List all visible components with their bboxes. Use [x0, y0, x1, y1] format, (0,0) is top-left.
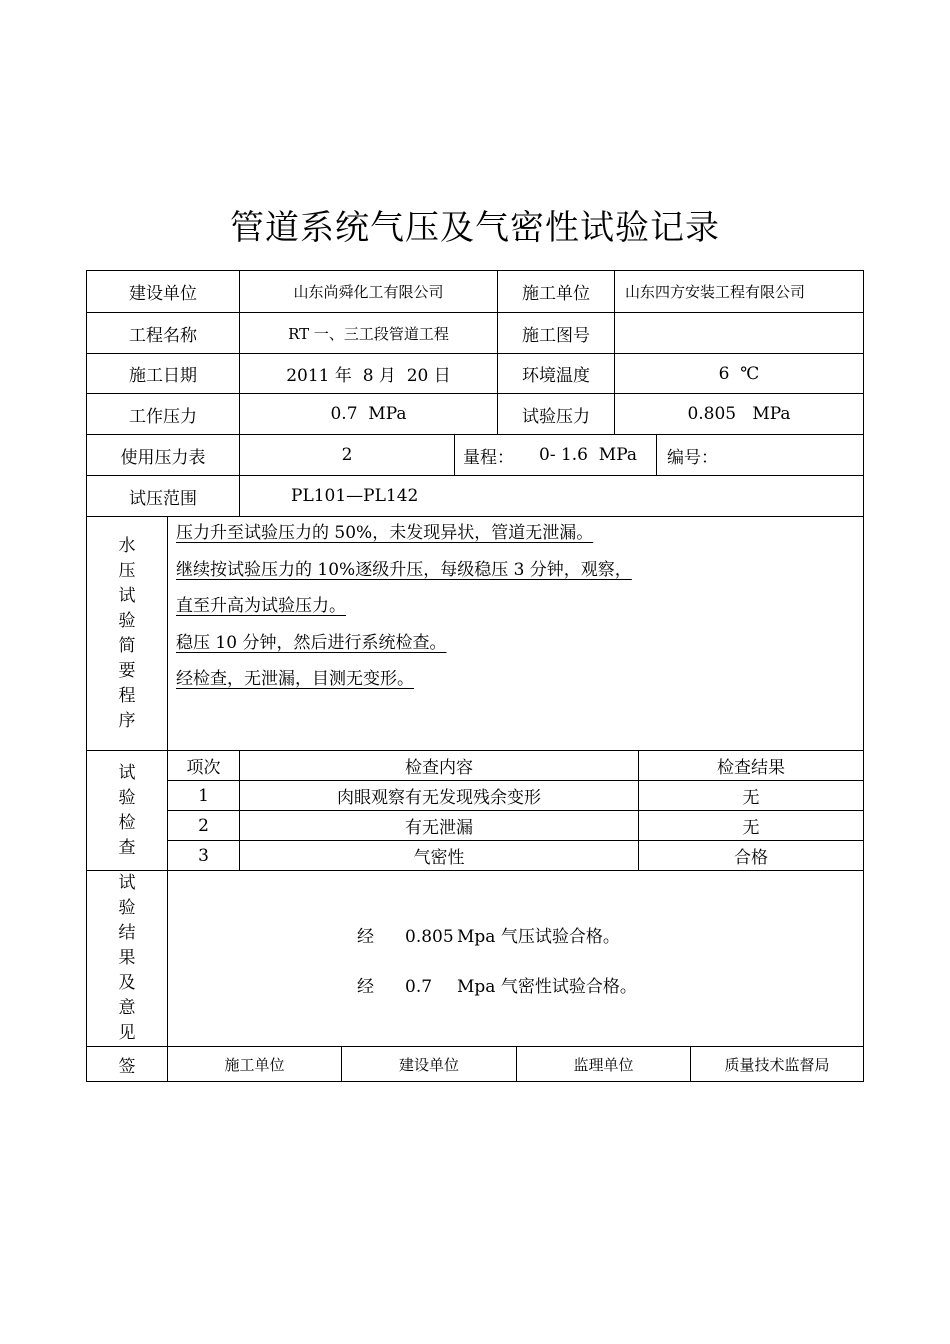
procedure-line: 压力升至试验压力的 50%，未发现异状，管道无泄漏。 [176, 523, 594, 543]
drawing-label: 施工图号 [522, 325, 590, 346]
item-result: 无 [742, 818, 760, 838]
item-no: 3 [198, 845, 209, 866]
item-result: 合格 [734, 848, 768, 868]
work-pressure-value: 0.7 MPa [330, 404, 407, 424]
temp-label: 环境温度 [522, 366, 590, 386]
project-label: 工程名称 [129, 325, 197, 346]
contractor-value: 山东四方安装工程有限公司 [625, 283, 806, 301]
col-header-result: 检查结果 [717, 758, 785, 778]
temp-value: 6 ℃ [718, 363, 760, 384]
signature-label: 签 [118, 1056, 136, 1077]
col-divider [656, 434, 657, 475]
procedure-line: 稳压 10 分钟，然后进行系统检查。 [176, 632, 447, 653]
contractor-label: 施工单位 [522, 284, 590, 304]
results-label: 试 验 结 果 及 意 见 [118, 873, 136, 1043]
test-record-table [86, 270, 864, 1082]
item-content: 气密性 [413, 848, 465, 868]
signature-party: 监理单位 [573, 1055, 634, 1074]
gauge-label: 使用压力表 [120, 447, 206, 468]
inspection-label: 试 验 检 查 [118, 762, 136, 858]
client-value: 山东尚舜化工有限公司 [293, 283, 444, 301]
project-value: RT 一、三工段管道工程 [288, 324, 449, 343]
procedure-line: 经检查，无泄漏，目测无变形。 [176, 669, 414, 689]
range-value: 0- 1.6 MPa [539, 445, 638, 465]
date-label: 施工日期 [129, 366, 197, 386]
procedure-line: 直至升高为试验压力。 [176, 596, 346, 616]
gauge-value: 2 [341, 445, 353, 465]
item-content: 有无泄漏 [405, 818, 473, 838]
procedure-text [176, 515, 632, 698]
test-pressure-label: 试验压力 [522, 406, 590, 427]
row-divider [87, 870, 863, 871]
scope-value: PL101—PL142 [291, 486, 419, 506]
signature-party: 质量技术监督局 [724, 1055, 830, 1074]
drawing-value [615, 313, 863, 353]
item-no: 2 [198, 815, 209, 836]
date-value: 2011 年 8 月 20 日 [286, 366, 451, 386]
work-pressure-label: 工作压力 [129, 406, 197, 427]
scope-label: 试压范围 [129, 488, 197, 509]
test-pressure-value: 0.805 MPa [687, 404, 791, 424]
client-label: 建设单位 [129, 284, 197, 304]
result-line: 经 0.7 Mpa 气密性试验合格。 [357, 977, 637, 997]
page-title: 管道系统气压及气密性试验记录 [230, 208, 720, 248]
procedure-line: 继续按试验压力的 10%逐级升压，每级稳压 3 分钟，观察， [176, 559, 632, 580]
col-header-no: 项次 [186, 758, 221, 778]
result-line: 经 0.805 Mpa 气压试验合格。 [357, 927, 620, 947]
serial-label: 编号： [667, 447, 718, 468]
item-no: 1 [198, 785, 209, 806]
signature-party: 施工单位 [224, 1055, 285, 1074]
signature-party: 建设单位 [398, 1055, 459, 1074]
range-label: 量程： [463, 447, 514, 468]
item-result: 无 [742, 788, 760, 808]
item-content: 肉眼观察有无发现残余变形 [337, 788, 541, 808]
col-header-content: 检查内容 [405, 758, 473, 778]
col-divider [454, 434, 455, 475]
procedure-label: 水 压 试 验 简 要 程 序 [118, 536, 136, 731]
